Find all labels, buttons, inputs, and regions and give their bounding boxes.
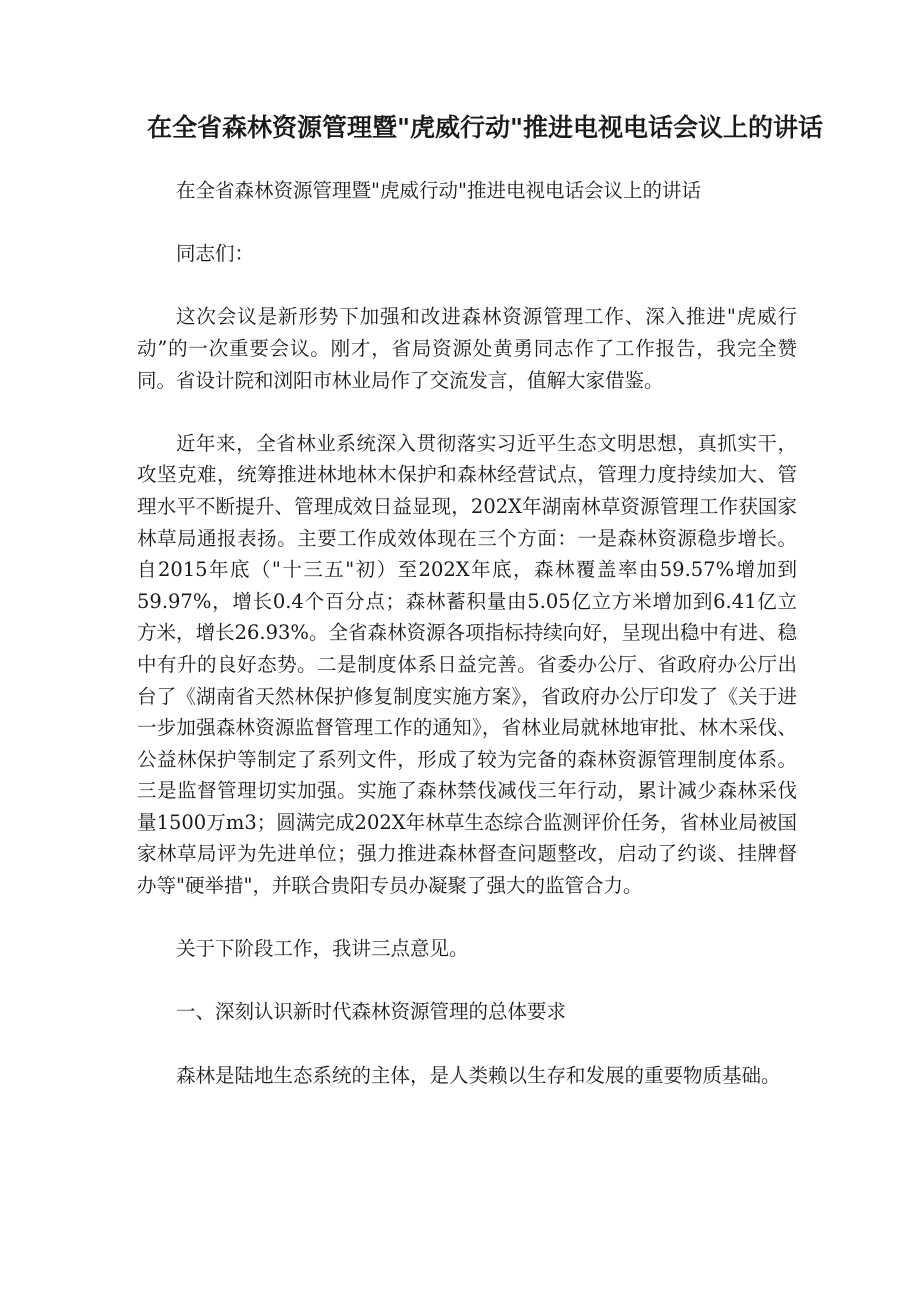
paragraph-opening: 这次会议是新形势下加强和改进森林资源管理工作、深入推进"虎威行动”的一次重要会议。刚才，省局资源处黄勇同志作了工作报告，我完全赞同。省设计院和浏阳市林业局作了交流发言，值解大家借鉴。	[137, 305, 797, 392]
paragraph-transition: 关于下阶段工作，我讲三点意见。	[176, 937, 469, 961]
paragraph-achievements: 近年来，全省林业系统深入贯彻落实习近平生态文明思想，真抓实干，攻坚克难，统筹推进林地林木保护和森林经营试点，管理力度持续加大、管理水平不断提升、管理成效日益显现，202X年湖南林草资源管理工作获国家林草局通报表扬。主要工作成效体现在三个方面：一是森林资源稳步增长。自2015年底（"十三五"初）至202X年底，森林覆盖率由59.57%增加到59.97%，增长0.4个百分点；森林蓄积量由5.05亿立方米增加到6.41亿立方米，增长26.93%。全省森林资源各项指标持续向好，呈现出稳中有进、稳中有升的良好态势。二是制度体系日益完善。省委办公厅、省政府办公厅出台了《湖南省天然林保护修复制度实施方案》，省政府办公厅印发了《关于进一步加强森林资源监督管理工作的通知》，省林业局就林地审批、林木采伐、公益林保护等制定了系列文件，形成了较为完备的森林资源管理制度体系。三是监督管理切实加强。实施了森林禁伐减伐三年行动，累计减少森林采伐量1500万m3；圆满完成202X年林草生态综合监测评价任务，省林业局被国家林草局评为先进单位；强力推进森林督查问题整改，启动了约谈、挂牌督办等"硬举措"，并联合贵阳专员办凝聚了强大的监管合力。	[137, 431, 797, 898]
document-body	[137, 175, 797, 1123]
document-title: 在全省森林资源管理暨"虎威行动"推进电视电话会议上的讲话	[146, 113, 824, 142]
section-heading-1: 一、深刻认识新时代森林资源管理的总体要求	[176, 1000, 567, 1024]
document-subtitle: 在全省森林资源管理暨"虎威行动"推进电视电话会议上的讲话	[176, 179, 701, 202]
salutation: 同志们：	[176, 242, 255, 266]
paragraph-forest-role: 森林是陆地生态系统的主体，是人类赖以生存和发展的重要物质基础。	[176, 1063, 781, 1087]
